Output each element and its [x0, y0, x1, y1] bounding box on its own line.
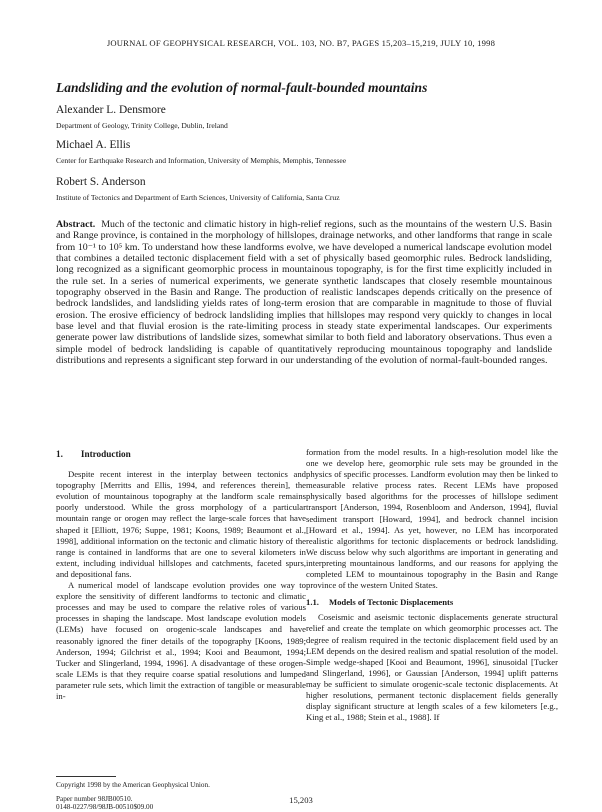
abstract: [56, 219, 552, 366]
copyright-line: Copyright 1998 by the American Geophysical Union.: [56, 781, 210, 789]
subsection-heading: [306, 597, 558, 608]
author-affiliation: Center for Earthquake Research and Information, University of Memphis, Memphis, Tennessee: [56, 156, 347, 165]
body-paragraph: Coseismic and aseismic tectonic displacements generate structural relief and create the template on which geomorphic processes act. The degree of realism required in the tectonic displacement field used by an LEM depends on the desired realism and spatial resolution of the model. Simple wedge-shaped [Kooi and Beaumont, 1996], sinusoidal [Tucker and Slingerland, 1996], or Gaussian [Anderson, 1994] uplift patterns may be sufficient to simulate orogenic-scale tectonic displacements. At higher resolutions, permanent tectonic displacement fields generally display significant structure at length scales of a few kilometers [e.g., King et al., 1988; Stein et al., 1988]. If: [306, 612, 558, 723]
running-head: JOURNAL OF GEOPHYSICAL RESEARCH, VOL. 103, NO. B7, PAGES 15,203–15,219, JULY 10, 1998: [106, 38, 496, 48]
body-paragraph: formation from the model results. In a high-resolution model like the one we develop here, geomorphic rule sets may be grounded in the physics of specific processes. Landform evolution may then be linked to measurable relative process rates. Recent LEMs have proposed physically based algorithms for the processes of hillslope sediment transport [Anderson, 1994, Rosenbloom and Anderson, 1994], fluvial sediment transport [Howard, 1994], and bedrock channel incision [Howard et al., 1994]. As yet, however, no LEM has incorporated realistic algorithms for tectonic displacements or bedrock landsliding. We discuss below why such algorithms are important in generating and interpreting mountainous landforms, and our reasons for applying the completed LEM to mountainous topography in the Basin and Range province of the western United States.: [306, 447, 558, 591]
body-paragraph: Despite recent interest in the interplay between tectonics and topography [Merritts and Ellis, 1994, and references therein], the evolution of mountainous topography at the landform scale remains poorly understood. While the gross morphology of a particular mountain range or orogen may reflect the large-scale forces that have shaped it [Elliott, 1976; Suppe, 1981; Koons, 1989; Beaumont et al., 1998], additional information on the tectonic and climatic history of the range is contained in landforms that are one to several kilometers in extent, including individual hillslopes and catchments, faceted spurs, and depositional fans.: [56, 469, 306, 579]
subsection-number: 1.1.: [306, 597, 319, 608]
abstract-label: Abstract.: [56, 219, 96, 230]
page-number: 15,203: [289, 795, 313, 805]
body-paragraph: A numerical model of landscape evolution provides one way to explore the sensitivity of different landforms to tectonic and climatic processes and may be used to compare the relative roles of various processes in shaping the landscape. Most landscape evolution models (LEMs) have focused on orogenic-scale landscapes and have reasonably ignored the finer details of the topography [Koons, 1989; Anderson, 1994; Gilchrist et al., 1994; Kooi and Beaumont, 1994; Tucker and Slingerland, 1994, 1996]. A disadvantage of these orogen-scale LEMs is that they require coarse spatial resolutions and lumped parameter rule sets, which limit the extraction of tangible or measurable in-: [56, 580, 306, 701]
section-number: 1.: [56, 449, 63, 459]
section-heading: [56, 449, 306, 460]
section-title: Introduction: [80, 449, 131, 459]
paper-number: Paper number 98JB00510.: [56, 794, 133, 803]
author-name: Robert S. Anderson: [56, 176, 146, 188]
footnote-rule: [56, 776, 116, 777]
abstract-text: Much of the tectonic and climatic history in high-relief regions, such as the mountains of the western U.S. Basin and Range province, is contained in the morphology of hillslopes, drainage networks, and other landforms that range in scale from 10⁻¹ to 10⁵ km. To understand how these landforms evolve, we have developed a numerical landscape evolution model that combines a detailed tectonic displacement field with a set of physically based geomorphic rules. Bedrock landsliding, long recognized as a significant geomorphic process in mountainous topography, is for the first time explicitly included in the rule set. In a series of numerical experiments, we generate synthetic landscapes that closely resemble mountainous topography observed in the Basin and Range. The production of realistic landscapes depends critically on the presence of bedrock landslides, and landsliding yields rates of long-term erosion that are comparable in magnitude to those of fluvial erosion. The erosive efficiency of bedrock landsliding implies that hillslopes may respond very quickly to changes in local base level and that fluvial erosion is the rate-limiting process in steady state experimental landscapes. Our experiments generate power law distributions of landslide sizes, somewhat similar to both field and laboratory observations. Thus even a simple model of bedrock landsliding is capable of quantitatively reproducing mountainous topography and landslide distributions and represents a significant step forward in our understanding of the evolution of normal-fault-bounded ranges.: [56, 219, 552, 367]
subsection-title: Models of Tectonic Displacements: [328, 597, 454, 608]
right-column: [306, 447, 558, 723]
issn-line: 0148-0227/98/98JB-00510$09.00: [56, 803, 154, 812]
article-title: Landsliding and the evolution of normal-fault-bounded mountains: [56, 80, 428, 95]
author-affiliation: Institute of Tectonics and Department of Earth Sciences, University of California, Santa Cruz: [56, 193, 340, 202]
author-name: Alexander L. Densmore: [56, 104, 166, 116]
left-column: [56, 449, 306, 702]
author-affiliation: Department of Geology, Trinity College, Dublin, Ireland: [56, 121, 228, 130]
author-name: Michael A. Ellis: [56, 139, 131, 151]
